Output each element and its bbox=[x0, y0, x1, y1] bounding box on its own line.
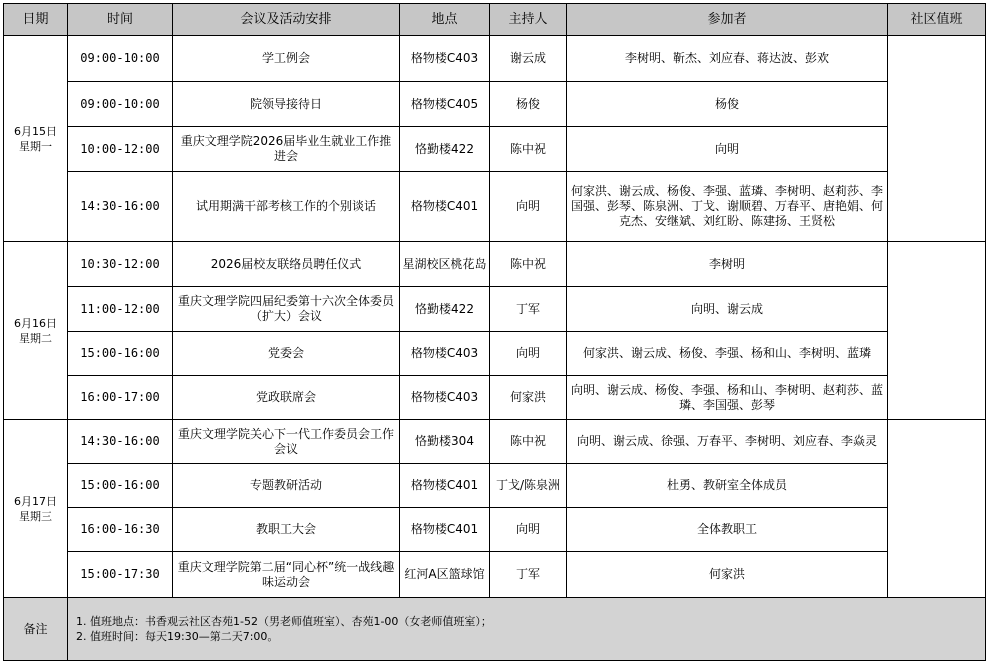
time-cell: 09:00-10:00 bbox=[68, 36, 173, 82]
table-row bbox=[4, 36, 986, 82]
date-label: 6月16日 bbox=[14, 316, 57, 330]
table-row bbox=[4, 242, 986, 287]
location-cell: 格物楼C401 bbox=[400, 508, 490, 552]
host-cell: 杨俊 bbox=[490, 82, 567, 127]
meeting-cell: 重庆文理学院关心下一代工作委员会工作会议 bbox=[173, 420, 400, 464]
table-row bbox=[4, 172, 986, 242]
notes-row bbox=[4, 598, 986, 661]
attendees-cell: 李树明、靳杰、刘应春、蒋达波、彭欢 bbox=[567, 36, 888, 82]
table-row bbox=[4, 464, 986, 508]
meeting-cell: 学工例会 bbox=[173, 36, 400, 82]
time-cell: 10:00-12:00 bbox=[68, 127, 173, 172]
attendees-cell: 何家洪、谢云成、杨俊、李强、蓝璘、李树明、赵莉莎、李国强、彭琴、陈泉洲、丁戈、谢顺碧、万春平、唐艳娟、何克杰、安继斌、刘红盼、陈建扬、王贤松 bbox=[567, 172, 888, 242]
location-cell: 红河A区篮球馆 bbox=[400, 552, 490, 598]
time-cell: 16:00-17:00 bbox=[68, 376, 173, 420]
host-cell: 陈中祝 bbox=[490, 420, 567, 464]
duty-cell bbox=[888, 420, 986, 598]
host-cell: 丁戈/陈泉洲 bbox=[490, 464, 567, 508]
meeting-cell: 试用期满干部考核工作的个别谈话 bbox=[173, 172, 400, 242]
attendees-cell: 向明、谢云成、杨俊、李强、杨和山、李树明、赵莉莎、蓝璘、李国强、彭琴 bbox=[567, 376, 888, 420]
header-row bbox=[4, 4, 986, 36]
weekday-label: 星期三 bbox=[19, 509, 52, 523]
meeting-cell: 2026届校友联络员聘任仪式 bbox=[173, 242, 400, 287]
date-cell bbox=[4, 242, 68, 420]
attendees-cell: 向明、谢云成 bbox=[567, 287, 888, 332]
time-cell: 10:30-12:00 bbox=[68, 242, 173, 287]
attendees-cell: 杨俊 bbox=[567, 82, 888, 127]
meeting-cell: 重庆文理学院四届纪委第十六次全体委员（扩大）会议 bbox=[173, 287, 400, 332]
meeting-cell: 重庆文理学院第二届“同心杯”统一战线趣味运动会 bbox=[173, 552, 400, 598]
table-row bbox=[4, 376, 986, 420]
location-cell: 恪勤楼422 bbox=[400, 127, 490, 172]
duty-cell bbox=[888, 242, 986, 420]
host-cell: 向明 bbox=[490, 508, 567, 552]
location-cell: 恪勤楼304 bbox=[400, 420, 490, 464]
header-time: 时间 bbox=[68, 4, 173, 36]
header-attendees: 参加者 bbox=[567, 4, 888, 36]
note-line-2: 2. 值班时间：每天19:30—第二天7:00。 bbox=[76, 630, 279, 643]
weekday-label: 星期二 bbox=[19, 331, 52, 345]
date-cell bbox=[4, 420, 68, 598]
location-cell: 格物楼C401 bbox=[400, 464, 490, 508]
location-cell: 格物楼C403 bbox=[400, 36, 490, 82]
attendees-cell: 全体教职工 bbox=[567, 508, 888, 552]
date-cell bbox=[4, 36, 68, 242]
time-cell: 16:00-16:30 bbox=[68, 508, 173, 552]
attendees-cell: 杜勇、教研室全体成员 bbox=[567, 464, 888, 508]
host-cell: 陈中祝 bbox=[490, 127, 567, 172]
meeting-cell: 教职工大会 bbox=[173, 508, 400, 552]
table-row bbox=[4, 508, 986, 552]
table-row bbox=[4, 332, 986, 376]
table-row bbox=[4, 420, 986, 464]
notes-label: 备注 bbox=[4, 598, 68, 661]
weekday-label: 星期一 bbox=[19, 139, 52, 153]
table-row bbox=[4, 127, 986, 172]
date-label: 6月15日 bbox=[14, 124, 57, 138]
time-cell: 14:30-16:00 bbox=[68, 172, 173, 242]
header-location: 地点 bbox=[400, 4, 490, 36]
time-cell: 15:00-16:00 bbox=[68, 464, 173, 508]
attendees-cell: 李树明 bbox=[567, 242, 888, 287]
host-cell: 丁军 bbox=[490, 552, 567, 598]
meeting-cell: 院领导接待日 bbox=[173, 82, 400, 127]
host-cell: 陈中祝 bbox=[490, 242, 567, 287]
time-cell: 15:00-16:00 bbox=[68, 332, 173, 376]
time-cell: 14:30-16:00 bbox=[68, 420, 173, 464]
host-cell: 丁军 bbox=[490, 287, 567, 332]
duty-cell bbox=[888, 36, 986, 242]
meeting-cell: 党委会 bbox=[173, 332, 400, 376]
header-date: 日期 bbox=[4, 4, 68, 36]
date-label: 6月17日 bbox=[14, 494, 57, 508]
location-cell: 格物楼C401 bbox=[400, 172, 490, 242]
schedule-wrapper bbox=[3, 3, 986, 661]
header-duty: 社区值班 bbox=[888, 4, 986, 36]
host-cell: 何家洪 bbox=[490, 376, 567, 420]
table-row bbox=[4, 552, 986, 598]
host-cell: 向明 bbox=[490, 172, 567, 242]
attendees-cell: 何家洪、谢云成、杨俊、李强、杨和山、李树明、蓝璘 bbox=[567, 332, 888, 376]
attendees-cell: 何家洪 bbox=[567, 552, 888, 598]
time-cell: 11:00-12:00 bbox=[68, 287, 173, 332]
schedule-table bbox=[3, 3, 986, 661]
time-cell: 09:00-10:00 bbox=[68, 82, 173, 127]
header-meeting: 会议及活动安排 bbox=[173, 4, 400, 36]
note-line-1: 1. 值班地点：书香观云社区杏苑1-52（男老师值班室）、杏苑1-00（女老师值班室）； bbox=[76, 615, 492, 628]
meeting-cell: 专题教研活动 bbox=[173, 464, 400, 508]
location-cell: 格物楼C403 bbox=[400, 376, 490, 420]
location-cell: 格物楼C403 bbox=[400, 332, 490, 376]
meeting-cell: 党政联席会 bbox=[173, 376, 400, 420]
host-cell: 谢云成 bbox=[490, 36, 567, 82]
location-cell: 格物楼C405 bbox=[400, 82, 490, 127]
attendees-cell: 向明、谢云成、徐强、万春平、李树明、刘应春、李焱灵 bbox=[567, 420, 888, 464]
notes-body bbox=[68, 598, 986, 661]
table-row bbox=[4, 287, 986, 332]
host-cell: 向明 bbox=[490, 332, 567, 376]
time-cell: 15:00-17:30 bbox=[68, 552, 173, 598]
table-row bbox=[4, 82, 986, 127]
attendees-cell: 向明 bbox=[567, 127, 888, 172]
header-host: 主持人 bbox=[490, 4, 567, 36]
location-cell: 恪勤楼422 bbox=[400, 287, 490, 332]
location-cell: 星湖校区桃花岛 bbox=[400, 242, 490, 287]
meeting-cell: 重庆文理学院2026届毕业生就业工作推进会 bbox=[173, 127, 400, 172]
